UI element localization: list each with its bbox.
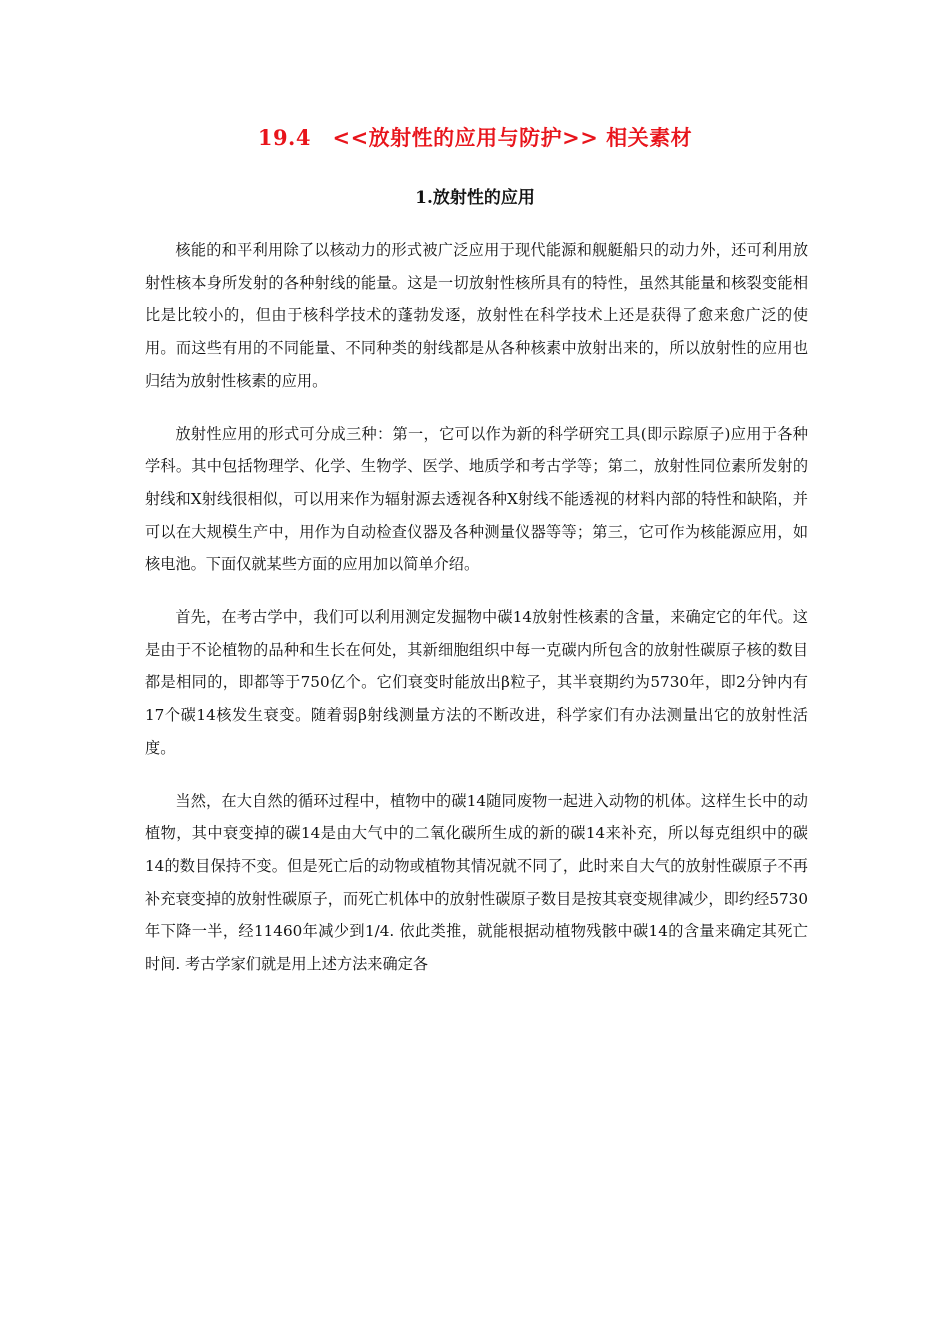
paragraph-2: 放射性应用的形式可分成三种：第一，它可以作为新的科学研究工具(即示踪原子)应用于各种学科。其中包括物理学、化学、生物学、医学、地质学和考古学等；第二，放射性同位素所发射的射线和X射线很相似，可以用来作为辐射源去透视各种X射线不能透视的材料内部的特性和缺陷，并可以在大规模生产中，用作为自动检查仪器及各种测量仪器等等；第三，它可作为核能源应用，如核电池。下面仅就某些方面的应用加以简单介绍。 (145, 424, 808, 574)
paragraph-4: 当然，在大自然的循环过程中，植物中的碳14随同废物一起进入动物的机体。这样生长中的动植物，其中衰变掉的碳14是由大气中的二氧化碳所生成的新的碳14来补充，所以每克组织中的碳14的数目保持不变。但是死亡后的动物或植物其情况就不同了，此时来自大气的放射性碳原子不再补充衰变掉的放射性碳原子，而死亡机体中的放射性碳原子数目是按其衰变规律减少，即约经5730年下降一半，经11460年减少到1/4. 依此类推，就能根据动植物残骸中碳14的含量来确定其死亡时间. 考古学家们就是用上述方法来确定各 (145, 791, 808, 974)
document-title: 19.4 <<放射性的应用与防护>> 相关素材 (257, 125, 693, 150)
document-body (145, 234, 808, 1001)
section-heading: 1.放射性的应用 (415, 188, 535, 208)
paragraph-3: 首先，在考古学中，我们可以利用测定发掘物中碳14放射性核素的含量，来确定它的年代。这是由于不论植物的品种和生长在何处，其新细胞组织中每一克碳内所包含的放射性碳原子核的数目都是相同的，即都等于750亿个。它们衰变时能放出β粒子，其半衰期约为5730年，即2分钟内有17个碳14核发生衰变。随着弱β射线测量方法的不断改进，科学家们有办法测量出它的放射性活度。 (145, 608, 808, 757)
paragraph-1: 核能的和平利用除了以核动力的形式被广泛应用于现代能源和舰艇船只的动力外，还可利用放射性核本身所发射的各种射线的能量。这是一切放射性核所具有的特性，虽然其能量和核裂变能相比是比较小的，但由于核科学技术的蓬勃发逐，放射性在科学技术上还是获得了愈来愈广泛的使用。而这些有用的不同能量、不同种类的射线都是从各种核素中放射出来的，所以放射性的应用也归结为放射性核素的应用。 (145, 241, 808, 390)
